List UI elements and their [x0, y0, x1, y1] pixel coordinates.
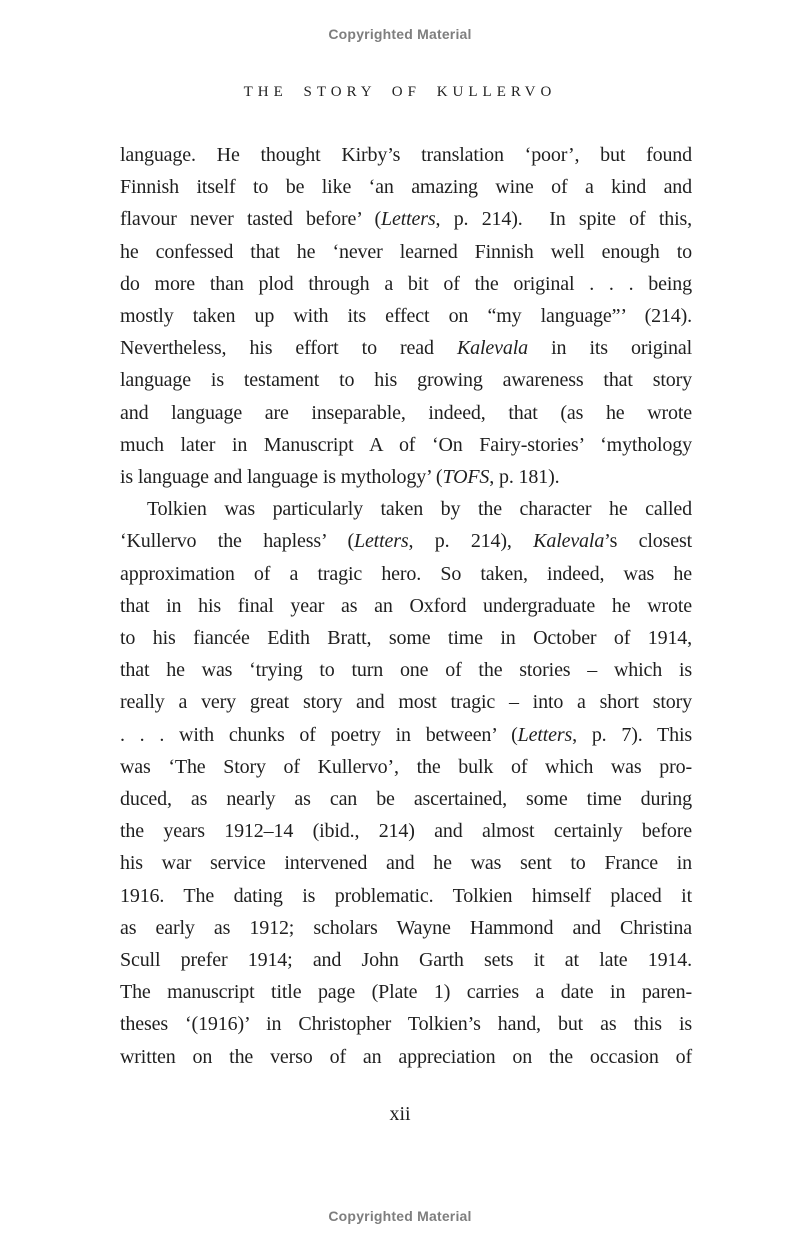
text-line: Nevertheless, his effort to read Kalevala in its original [120, 337, 692, 360]
text-line: the years 1912–14 (ibid., 214) and almost certainly before [120, 820, 692, 843]
text-line: to his fiancée Edith Bratt, some time in October of 1914, [120, 627, 692, 650]
text-line: he confessed that he ‘never learned Finnish well enough to [120, 240, 692, 263]
text-line: do more than plod through a bit of the original . . . being [120, 272, 692, 295]
text-line: written on the verso of an appreciation on the occasion of [120, 1045, 692, 1068]
text-line: was ‘The Story of Kullervo’, the bulk of which was pro- [120, 755, 692, 778]
text-line: 1916. The dating is problematic. Tolkien himself placed it [120, 884, 692, 907]
text-line: language is testament to his growing awareness that story [120, 369, 692, 392]
text-line: . . . with chunks of poetry in between’ (Letters, p. 7). This [120, 723, 692, 746]
text-line: duced, as nearly as can be ascertained, some time during [120, 788, 692, 811]
text-line: as early as 1912; scholars Wayne Hammond and Christina [120, 916, 692, 939]
text-line: really a very great story and most tragic – into a short story [120, 691, 692, 714]
text-line: language. He thought Kirby’s translation ‘poor’, but found [120, 144, 692, 166]
text-line: Tolkien was particularly taken by the character he called [147, 498, 692, 521]
text-line: flavour never tasted before’ (Letters, p. 214). In spite of this, [120, 208, 692, 231]
text-line: Scull prefer 1914; and John Garth sets it at late 1914. [120, 949, 692, 972]
text-line: theses ‘(1916)’ in Christopher Tolkien’s hand, but as this is [120, 1013, 692, 1036]
text-line: Finnish itself to be like ‘an amazing wine of a kind and [120, 176, 692, 199]
text-line: that in his final year as an Oxford undergraduate he wrote [120, 594, 692, 617]
text-line: ‘Kullervo the hapless’ (Letters, p. 214), Kalevala’s closest [120, 530, 692, 553]
page-number: xii [389, 1103, 411, 1125]
text-line: mostly taken up with its effect on “my language”’ (214). [120, 305, 692, 328]
bottom-copyright-notice: Copyrighted Material [328, 1208, 472, 1224]
text-line: and language are inseparable, indeed, that (as he wrote [120, 401, 692, 424]
text-block [120, 139, 692, 1073]
text-line: approximation of a tragic hero. So taken, indeed, was he [120, 562, 692, 585]
text-line: is language and language is mythology’ (TOFS, p. 181). [120, 466, 560, 489]
running-head-title: THE STORY OF KULLERVO [243, 84, 557, 100]
top-copyright-notice: Copyrighted Material [328, 26, 472, 42]
text-line: that he was ‘trying to turn one of the stories – which is [120, 659, 692, 682]
text-line: The manuscript title page (Plate 1) carries a date in paren- [120, 981, 692, 1004]
text-line: his war service intervened and he was sent to France in [120, 852, 692, 875]
text-line: much later in Manuscript A of ‘On Fairy-stories’ ‘mythology [120, 433, 692, 456]
